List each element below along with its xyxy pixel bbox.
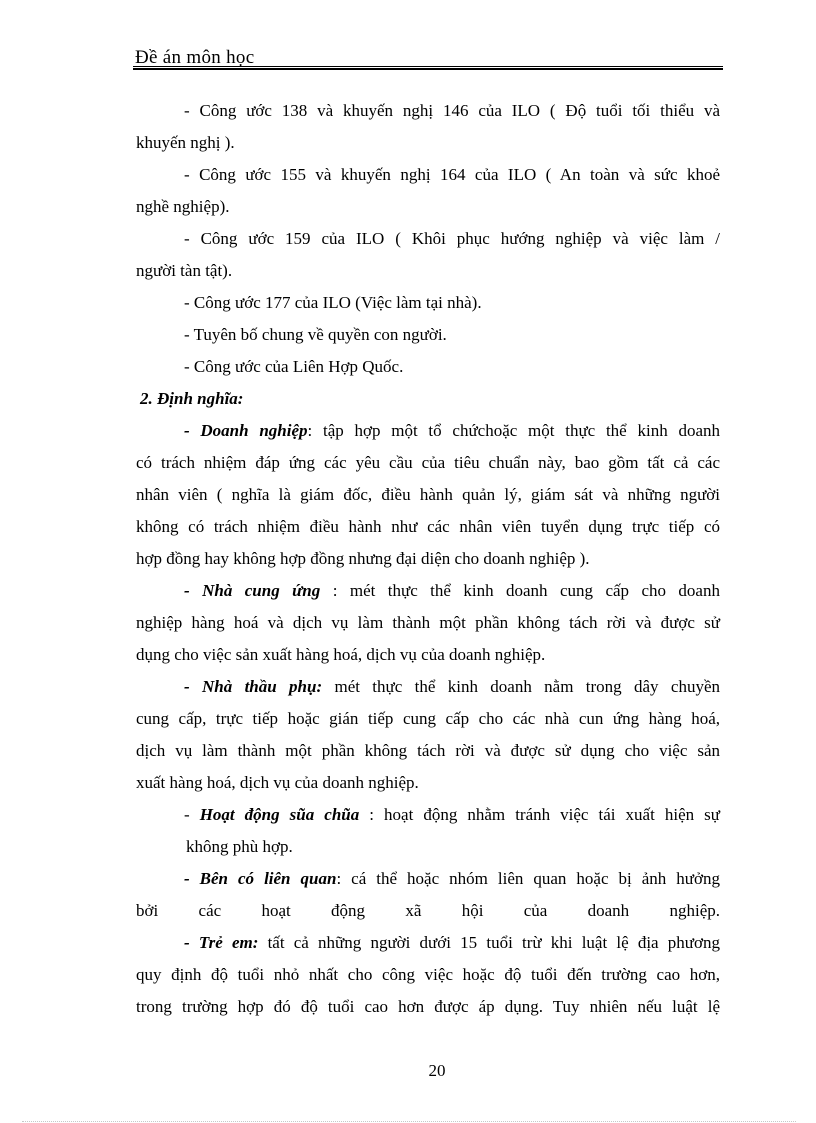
section-heading: 2. Định nghĩa: xyxy=(140,389,244,408)
def-ben-lien-quan-text: : cá thể hoặc nhóm liên quan hoặc bị ảnh hưởng xyxy=(336,869,721,888)
list-item-159-line2: người tàn tật). xyxy=(136,261,233,280)
page-bottom-border xyxy=(22,1121,796,1122)
def-hoat-dong-text: : hoạt động nhằm tránh việc tái xuất hiện sự xyxy=(359,805,720,824)
def-tre-em-line3: trong trường hợp đó độ tuổi cao hơn được áp dụng. Tuy nhiên nếu luật lệ xyxy=(136,997,720,1016)
list-item-177: - Công ước 177 của ILO (Việc làm tại nhà). xyxy=(184,293,482,312)
def-tre-em-line1 xyxy=(136,927,720,959)
page-header xyxy=(133,44,723,70)
def-hoat-dong-line2: không phù hợp. xyxy=(186,837,293,856)
def-hoat-dong-term: Hoạt động sũa chũa xyxy=(199,805,360,824)
list-item-155-line2: nghề nghiệp). xyxy=(136,197,230,216)
def-tre-em-text: tất cả những người dưới 15 tuổi trừ khi luật lệ địa phương xyxy=(258,933,720,952)
def-doanh-nghiep-sep: : xyxy=(307,421,313,440)
def-nha-thau-phu-line3: dịch vụ làm thành một phần không tách rời và được sử dụng cho việc sản xyxy=(136,741,720,760)
def-tre-em-line2: quy định độ tuổi nhỏ nhất cho công việc hoặc độ tuổi đến trường cao hơn, xyxy=(136,965,720,984)
def-hoat-dong-dash: - xyxy=(184,805,200,824)
header-rule-thick xyxy=(133,68,723,70)
def-doanh-nghiep-line5: hợp đồng hay không hợp đồng nhưng đại diện cho doanh nghiệp ). xyxy=(136,549,590,568)
def-nha-thau-phu-term: - Nhà thầu phụ: xyxy=(184,677,323,696)
def-nha-cung-ung-line2: nghiệp hàng hoá và dịch vụ làm thành một phần không tách rời và được sử xyxy=(136,613,720,632)
def-ben-lien-quan-term: - Bên có liên quan xyxy=(184,869,337,888)
def-nha-thau-phu-line1 xyxy=(136,671,720,703)
def-nha-thau-phu-text: mét thực thể kinh doanh nằm trong dây chuyền xyxy=(322,677,720,696)
def-nha-thau-phu-line4: xuất hàng hoá, dịch vụ của doanh nghiệp. xyxy=(136,773,419,792)
def-doanh-nghiep-line1 xyxy=(136,415,720,447)
list-item-138-line1: - Công ước 138 và khuyến nghị 146 của ILO ( Độ tuổi tối thiểu và xyxy=(184,101,720,120)
list-item-138-line2: khuyến nghị ). xyxy=(136,133,235,152)
list-item-159-line1: - Công ước 159 của ILO ( Khôi phục hướng nghiệp và việc làm / xyxy=(184,229,720,248)
def-hoat-dong-line1 xyxy=(136,799,720,831)
def-doanh-nghiep-line2: có trách nhiệm đáp ứng các yêu cầu của tiêu chuẩn này, bao gồm tất cả các xyxy=(136,453,720,472)
def-doanh-nghiep-text: tập hợp một tổ chứchoặc một thực thể kinh doanh xyxy=(312,421,720,440)
header-rule-thin xyxy=(133,66,723,67)
list-item-un-convention: - Công ước của Liên Hợp Quốc. xyxy=(184,357,404,376)
list-item-human-rights: - Tuyên bố chung về quyền con người. xyxy=(184,325,447,344)
def-nha-cung-ung-term: - Nhà cung ứng xyxy=(184,581,321,600)
document-body xyxy=(136,95,720,1023)
def-doanh-nghiep-line4: không có trách nhiệm điều hành như các nhân viên tuyển dụng trực tiếp có xyxy=(136,517,720,536)
def-doanh-nghiep-term: - Doanh nghiệp xyxy=(184,421,308,440)
def-nha-cung-ung-text: : mét thực thể kinh doanh cung cấp cho doanh xyxy=(320,581,720,600)
def-nha-cung-ung-line1 xyxy=(136,575,720,607)
header-title: Đề án môn học xyxy=(135,47,255,68)
def-ben-lien-quan-line1 xyxy=(136,863,720,895)
def-ben-lien-quan-line2: bởi các hoạt động xã hội của doanh nghiệp. xyxy=(136,901,720,920)
page-number: 20 xyxy=(428,1061,446,1080)
def-nha-thau-phu-line2: cung cấp, trực tiếp hoặc gián tiếp cung cấp cho các nhà cun ứng hàng hoá, xyxy=(136,709,720,728)
def-doanh-nghiep-line3: nhân viên ( nghĩa là giám đốc, điều hành quản lý, giám sát và những người xyxy=(136,485,720,504)
list-item-155-line1: - Công ước 155 và khuyến nghị 164 của ILO ( An toàn và sức khoẻ xyxy=(184,165,720,184)
def-nha-cung-ung-line3: dụng cho việc sản xuất hàng hoá, dịch vụ của doanh nghiệp. xyxy=(136,645,546,664)
def-tre-em-term: - Trẻ em: xyxy=(184,933,259,952)
